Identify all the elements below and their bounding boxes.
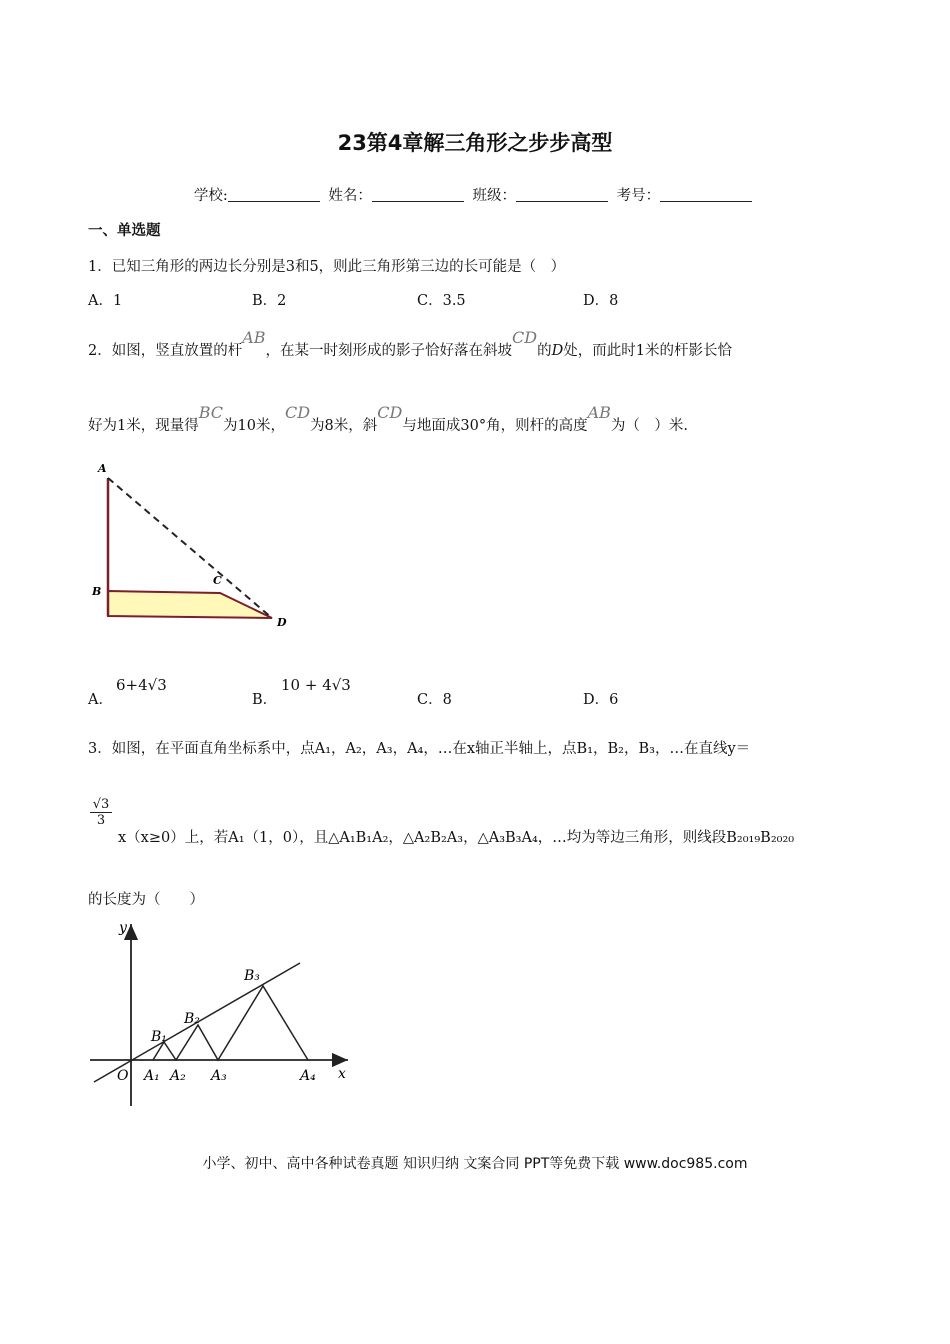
q1-option-b: B．2 [252, 293, 287, 309]
slope-shadow-region [108, 591, 272, 618]
q2-option-d: D．6 [583, 692, 619, 708]
label-c: C [213, 574, 222, 587]
q2-option-a-value: 6+4√3 [116, 676, 167, 694]
q3-figure [86, 918, 366, 1108]
q2-text-2b: 为10米， [223, 418, 285, 434]
label-a4: A₄ [300, 1068, 316, 1084]
label-b2: B₂ [184, 1011, 200, 1027]
q2-text-1c: 的 [537, 343, 552, 359]
q2-text-2a: 好为1米，现量得 [88, 418, 199, 434]
class-blank [516, 187, 608, 202]
label-b: B [92, 585, 102, 598]
exam-number-label: 考号： [616, 188, 661, 204]
q2-figure [88, 458, 298, 633]
label-a2: A₂ [170, 1068, 186, 1084]
q3-line1: 3．如图，在平面直角坐标系中，点A₁，A₂，A₃，A₄，…在x轴正半轴上，点B₁，B₂，B₃，…在直线y＝ [88, 741, 751, 757]
math-bc: BC [198, 403, 224, 422]
x-axis-label: x [338, 1066, 346, 1082]
q2-text-2c: 为8米，斜 [310, 418, 378, 434]
label-d: D [277, 616, 287, 629]
math-cd-2: CD [284, 403, 311, 422]
equilateral-triangles-chain [153, 986, 308, 1060]
page-title: 23第4章解三角形之步步高型 [337, 131, 613, 155]
label-a: A [98, 462, 107, 475]
math-d: D [551, 343, 564, 359]
school-blank [228, 187, 320, 202]
origin-label: O [117, 1068, 129, 1084]
label-b3: B₃ [244, 968, 260, 984]
math-cd-3: CD [377, 403, 403, 422]
q3-line2: x（x≥0）上，若A₁（1，0），且△A₁B₁A₂，△A₂B₂A₃，△A₃B₃A₄，…均为等边三角形，则线段B₂₀₁₉B₂₀₂₀ [118, 830, 795, 846]
math-ab-2: AB [587, 403, 611, 422]
q2-line2 [88, 403, 688, 435]
fraction-numerator: √3 [90, 797, 112, 813]
q3-fraction [90, 797, 112, 828]
q1-text: 1．已知三角形的两边长分别是3和5，则此三角形第三边的长可能是（ ） [88, 259, 566, 275]
q2-option-b-label: B． [252, 692, 278, 708]
label-a1: A₁ [144, 1068, 160, 1084]
fraction-denominator: 3 [96, 813, 106, 828]
q2-option-a-label: A． [88, 692, 113, 708]
q1-option-c: C．3.5 [417, 293, 466, 309]
page-footer: 小学、初中、高中各种试卷真题 知识归纳 文案合同 PPT等免费下载 www.doc985.com [202, 1156, 748, 1172]
class-label: 班级： [472, 188, 516, 204]
exam-number-blank [660, 187, 752, 202]
school-label: 学校: [193, 188, 228, 204]
q2-text-1b: ，在某一时刻形成的影子恰好落在斜坡 [265, 343, 513, 359]
q1-option-a: A．1 [88, 293, 123, 309]
label-a3: A₃ [211, 1068, 227, 1084]
q2-text-2e: 为（ ）米. [610, 418, 688, 434]
name-blank [372, 187, 464, 202]
q2-text-1a: 2．如图，竖直放置的杆 [88, 343, 243, 359]
name-label: 姓名： [328, 188, 372, 204]
q2-line1 [88, 328, 732, 360]
q2-text-2d: 与地面成30°角，则杆的高度 [402, 418, 588, 434]
q3-line3: 的长度为（ ） [88, 892, 204, 908]
section-heading: 一、单选题 [88, 223, 161, 239]
math-ab: AB [242, 328, 266, 347]
q1-option-d: D．8 [583, 293, 619, 309]
label-b1: B₁ [151, 1029, 167, 1045]
y-axis-label: y [119, 920, 127, 936]
student-info-line [0, 184, 950, 205]
q2-option-b-value: 10 + 4√3 [281, 676, 351, 694]
q2-text-1d: 处，而此时1米的杆影长恰 [563, 343, 732, 359]
q2-option-c: C．8 [417, 692, 452, 708]
math-cd: CD [512, 328, 538, 347]
